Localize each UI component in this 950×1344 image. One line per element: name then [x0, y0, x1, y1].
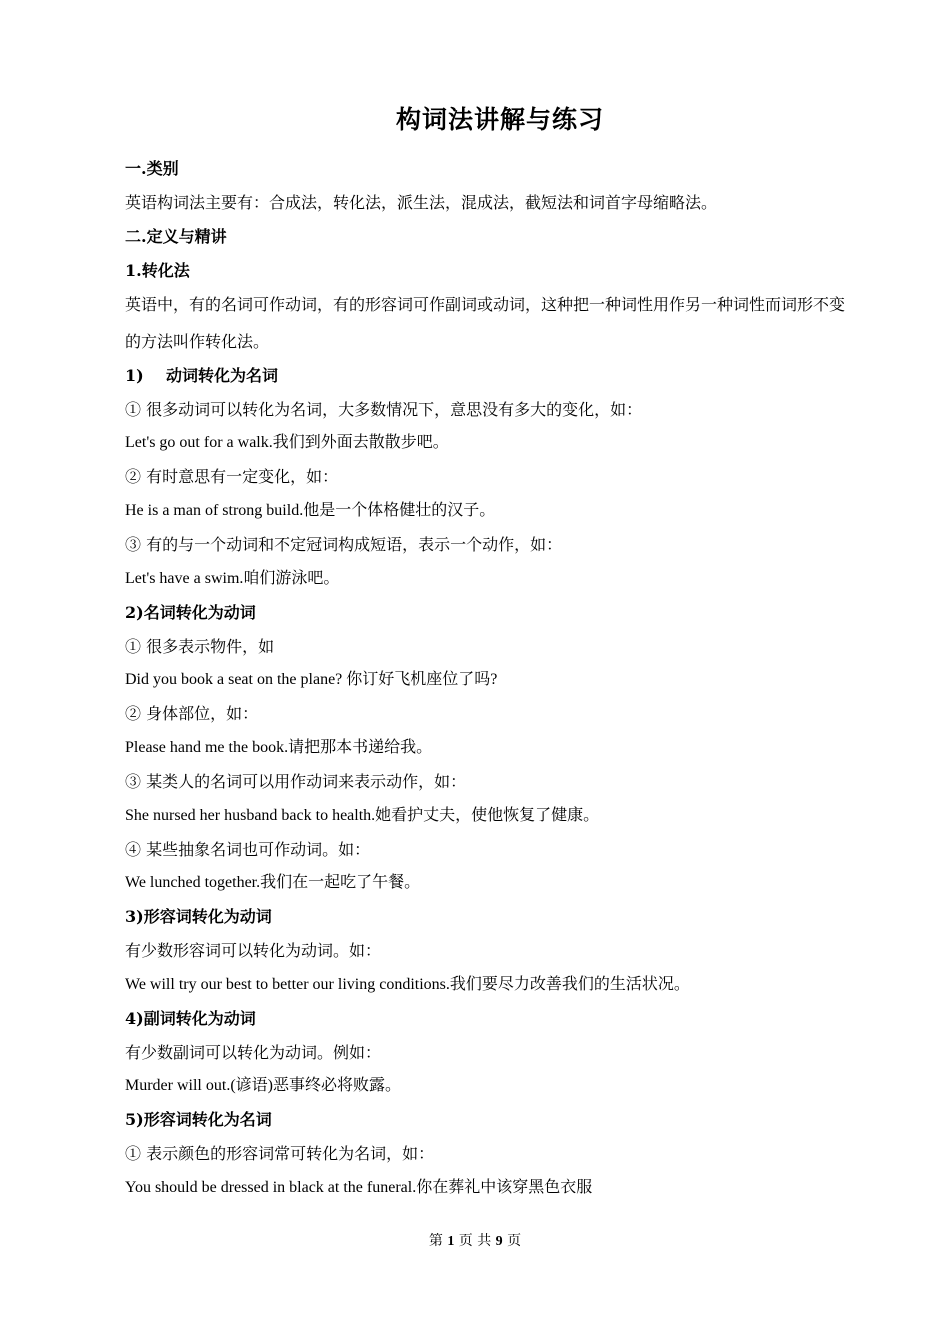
- paragraph: 英语中，有的名词可作动词，有的形容词可作副词或动词，这种把一种词性用作另一种词性而词形不变: [125, 295, 846, 314]
- example-sentence: Did you book a seat on the plane? 你订好飞机座位了吗?: [125, 671, 498, 688]
- list-item: ① 很多动词可以转化为名词，大多数情况下，意思没有多大的变化，如：: [125, 400, 643, 419]
- paragraph: 的方法叫作转化法。: [125, 332, 270, 351]
- example-sentence: He is a man of strong build.他是一个体格健壮的汉子。: [125, 502, 496, 519]
- footer-page-number: 1: [447, 1234, 455, 1249]
- example-sentence: Murder will out.(谚语)恶事终必将败露。: [125, 1077, 401, 1094]
- section-heading-categories: 一.类别: [125, 159, 179, 178]
- footer-suffix: 页: [507, 1233, 522, 1249]
- example-sentence: She nursed her husband back to health.她看护丈夫，使他恢复了健康。: [125, 807, 600, 824]
- example-sentence: Let's have a swim.咱们游泳吧。: [125, 570, 340, 587]
- paragraph: 有少数形容词可以转化为动词。如：: [125, 941, 382, 960]
- footer-prefix: 第: [428, 1233, 443, 1249]
- subsection-heading: 2)名词转化为动词: [125, 603, 256, 622]
- subsection-heading: 4)副词转化为动词: [125, 1009, 256, 1028]
- list-item: ③ 有的与一个动词和不定冠词构成短语，表示一个动作，如：: [125, 535, 563, 554]
- page-footer: [0, 1230, 950, 1250]
- list-item: ① 表示颜色的形容词常可转化为名词，如：: [125, 1144, 435, 1163]
- list-item: ① 很多表示物件，如: [125, 637, 275, 656]
- section-heading-definitions: 二.定义与精讲: [125, 227, 227, 246]
- example-sentence: Please hand me the book.请把那本书递给我。: [125, 739, 433, 756]
- subsection-heading: 1.转化法: [125, 261, 190, 280]
- subsection-heading: 3)形容词转化为动词: [125, 907, 272, 926]
- example-sentence: We will try our best to better our living conditions.我们要尽力改善我们的生活状况。: [125, 976, 690, 993]
- page-title: 构词法讲解与练习: [395, 105, 604, 134]
- paragraph: 有少数副词可以转化为动词。例如：: [125, 1043, 382, 1062]
- example-sentence: You should be dressed in black at the funeral.你在葬礼中该穿黑色衣服: [125, 1179, 593, 1196]
- footer-total-pages: 9: [495, 1234, 503, 1249]
- list-item: ② 有时意思有一定变化，如：: [125, 467, 339, 486]
- subsection-heading: 1) 动词转化为名词: [125, 366, 278, 385]
- example-sentence: We lunched together.我们在一起吃了午餐。: [125, 874, 421, 891]
- list-item: ② 身体部位，如：: [125, 704, 259, 723]
- list-item: ③ 某类人的名词可以用作动词来表示动作，如：: [125, 772, 467, 791]
- paragraph: 英语构词法主要有：合成法，转化法，派生法，混成法，截短法和词首字母缩略法。: [125, 193, 718, 212]
- footer-middle: 页 共: [458, 1233, 492, 1249]
- example-sentence: Let's go out for a walk.我们到外面去散散步吧。: [125, 434, 449, 451]
- list-item: ④ 某些抽象名词也可作动词。如：: [125, 840, 371, 859]
- subsection-heading: 5)形容词转化为名词: [125, 1110, 272, 1129]
